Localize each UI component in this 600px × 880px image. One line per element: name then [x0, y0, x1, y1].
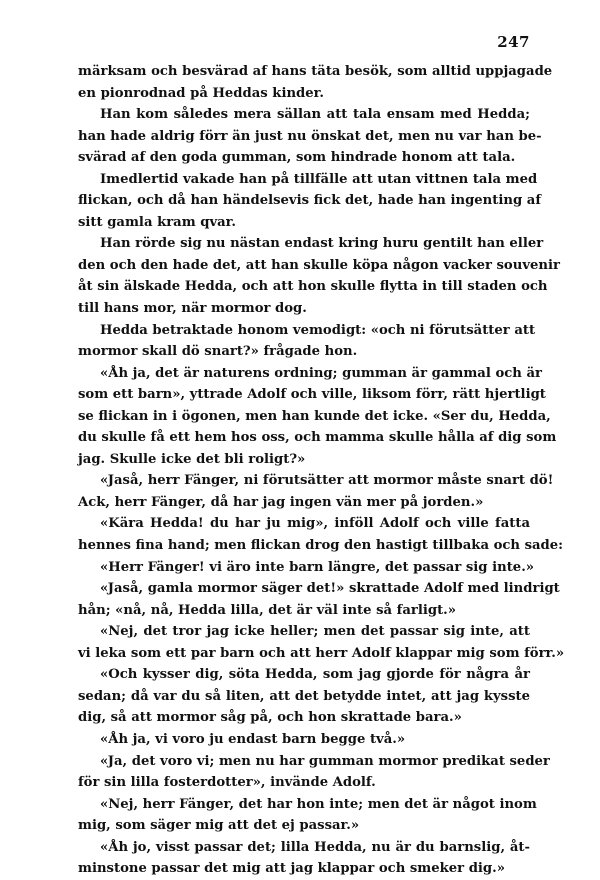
text-line: «Herr Fänger! vi äro inte barn längre, det passar sig inte.»: [100, 559, 535, 575]
text-line: Hedda betraktade honom vemodigt: «och ni förutsätter att: [100, 322, 536, 338]
text-line: «Kära Hedda! du har ju mig», inföll Adolf och ville fatta: [100, 516, 530, 532]
text-line: Han kom således mera sällan att tala ensam med Hedda;: [100, 107, 530, 123]
text-line: sedan; då var du så liten, att det betydde intet, att jag kysste: [78, 688, 530, 704]
text-line: dig, så att mormor såg på, och hon skrattade bara.»: [78, 710, 462, 726]
text-line: jag. Skulle icke det bli roligt?»: [78, 451, 306, 467]
text-line: mormor skall dö snart?» frågade hon.: [78, 344, 358, 360]
text-line: «Åh jo, visst passar det; lilla Hedda, nu är du barnslig, åt-: [100, 839, 530, 855]
text-line: «Åh ja, vi voro ju endast barn begge två.»: [100, 731, 406, 747]
text-line: «Jaså, herr Fänger, ni förutsätter att mormor måste snart dö!: [100, 473, 554, 489]
text-line: Han rörde sig nu nästan endast kring huru gentilt han eller: [100, 236, 544, 252]
text-line: «Och kysser dig, söta Hedda, som jag gjorde för några år: [100, 667, 530, 683]
text-line: mig, som säger mig att det ej passar.»: [78, 818, 360, 834]
text-line: minstone passar det mig att jag klappar och smeker dig.»: [78, 861, 505, 877]
text-line: Ack, herr Fänger, då har jag ingen vän mer på jorden.»: [78, 494, 484, 510]
text-line: åt sin älskade Hedda, och att hon skulle flytta in till staden och: [78, 279, 548, 295]
body-text: [78, 61, 565, 880]
text-line: märksam och besvärad af hans täta besök, som alltid uppjagade: [78, 64, 553, 79]
text-line: «Jaså, gamla mormor säger det!» skrattade Adolf med lindrigt: [100, 581, 560, 597]
text-line: till hans mor, när mormor dog.: [78, 301, 307, 317]
text-line: «Ja, det voro vi; men nu har gumman mormor predikat seder: [100, 753, 550, 769]
text-line: «Nej, herr Fänger, det har hon inte; men det är något inom: [100, 796, 537, 812]
text-line: flickan, och då han händelsevis fick det, hade han ingenting af: [78, 193, 541, 209]
text-line: sitt gamla kram qvar.: [78, 214, 237, 230]
text-line: som ett barn», yttrade Adolf och ville, liksom förr, rätt hjertligt: [78, 387, 546, 403]
text-line: för sin lilla fosterdotter», invände Adolf.: [78, 775, 376, 791]
text-line: «Åh ja, det är naturens ordning; gumman är gammal och är: [100, 365, 542, 381]
text-line: se flickan in i ögonen, men han kunde det icke. «Ser du, Hedda,: [78, 408, 551, 424]
text-line: Imedlertid vakade han på tillfälle att utan vittnen tala med: [100, 171, 538, 187]
text-line: svärad af den goda gumman, som hindrade honom att tala.: [78, 150, 516, 166]
text-line: en pionrodnad på Heddas kinder.: [78, 85, 324, 101]
text-line: den och den hade det, att han skulle köpa någon vacker souvenir: [78, 257, 560, 273]
page-number: 247: [497, 33, 530, 51]
text-line: «Nej, det tror jag icke heller; men det passar sig inte, att: [100, 624, 530, 640]
text-line: han hade aldrig förr än just nu önskat det, men nu var han be-: [78, 128, 542, 144]
text-line: du skulle få ett hem hos oss, och mamma skulle hålla af dig som: [78, 430, 557, 446]
text-line: hennes fina hand; men flickan drog den hastigt tillbaka och sade:: [78, 538, 564, 554]
text-line: hån; «nå, nå, Hedda lilla, det är väl inte så farligt.»: [78, 602, 456, 618]
text-line: vi leka som ett par barn och att herr Adolf klappar mig som förr.»: [78, 645, 565, 661]
